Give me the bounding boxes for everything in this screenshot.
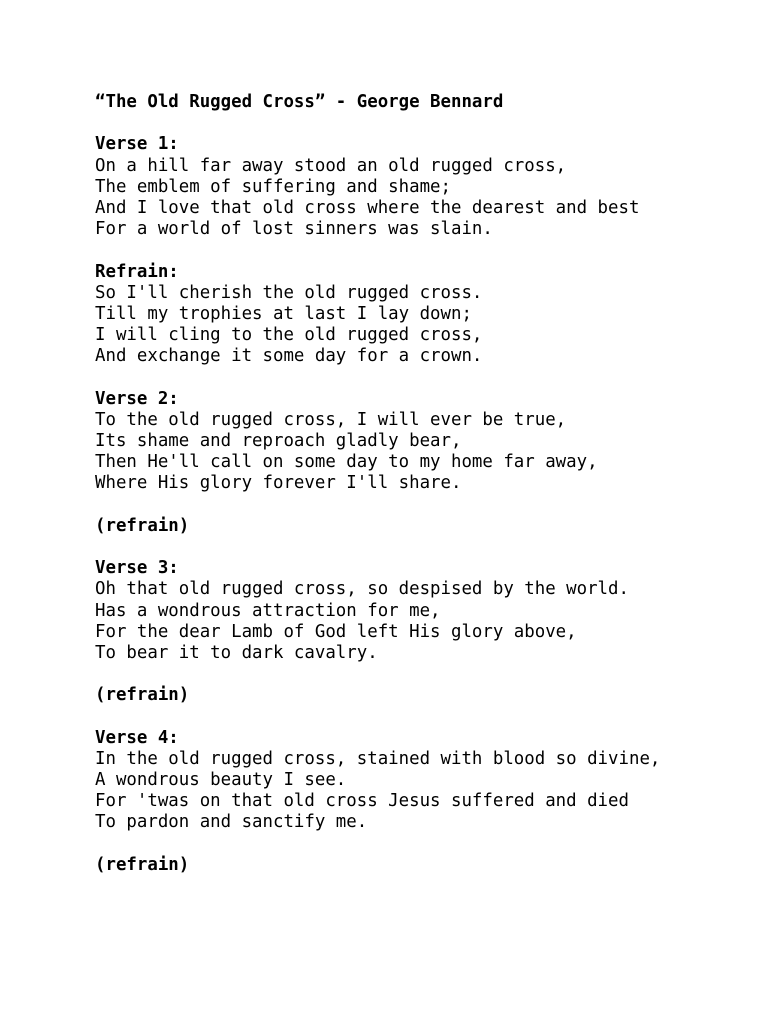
lyric-line: For the dear Lamb of God left His glory above, (95, 621, 577, 642)
verse-heading: Verse 2: (95, 388, 179, 409)
refrain-marker: (refrain) (95, 515, 190, 536)
lyric-line: Where His glory forever I'll share. (95, 473, 462, 494)
lyric-line: Its shame and reproach gladly bear, (95, 431, 462, 451)
spacer (95, 495, 715, 516)
lyric-line: A wondrous beauty I see. (95, 770, 347, 790)
verse-heading: Verse 3: (95, 558, 179, 579)
spacer (95, 240, 715, 261)
lyric-line: I will cling to the old rugged cross, (95, 325, 483, 346)
lyric-line: And I love that old cross where the dearest and best (95, 197, 640, 218)
lyric-line: In the old rugged cross, stained with blood so divine, (95, 748, 661, 769)
lyrics-page (95, 92, 715, 876)
lyric-line: So I'll cherish the old rugged cross. (95, 282, 483, 303)
lyric-line: For a world of lost sinners was slain. (95, 219, 493, 240)
lyric-line: To bear it to dark cavalry. (95, 642, 378, 663)
verse-1 (95, 134, 715, 240)
verse-3 (95, 558, 715, 664)
spacer (95, 537, 715, 558)
lyric-line: For 'twas on that old cross Jesus suffered and died (95, 791, 629, 812)
spacer (95, 834, 715, 855)
verse-heading: Verse 4: (95, 727, 179, 748)
refrain-heading: Refrain: (95, 261, 179, 282)
lyric-line: To pardon and sanctify me. (95, 812, 368, 833)
lyric-line: Then He'll call on some day to my home far away, (95, 452, 598, 473)
lyric-line: Has a wondrous attraction for me, (95, 600, 441, 621)
lyric-line: Oh that old rugged cross, so despised by the world. (95, 579, 629, 600)
lyric-line: And exchange it some day for a crown. (95, 346, 483, 367)
spacer (95, 706, 715, 727)
lyric-line: On a hill far away stood an old rugged cross, (95, 155, 567, 176)
lyric-line: Till my trophies at last I lay down; (95, 303, 472, 324)
verse-4 (95, 728, 715, 834)
spacer (95, 113, 715, 134)
spacer (95, 664, 715, 685)
song-title: “The Old Rugged Cross” - George Bennard (95, 92, 504, 112)
refrain-marker: (refrain) (95, 854, 190, 875)
verse-2 (95, 389, 715, 495)
lyric-line: To the old rugged cross, I will ever be true, (95, 409, 567, 430)
refrain-marker: (refrain) (95, 685, 190, 706)
spacer (95, 367, 715, 388)
lyric-line: The emblem of suffering and shame; (95, 176, 451, 197)
refrain (95, 262, 715, 368)
verse-heading: Verse 1: (95, 134, 179, 155)
